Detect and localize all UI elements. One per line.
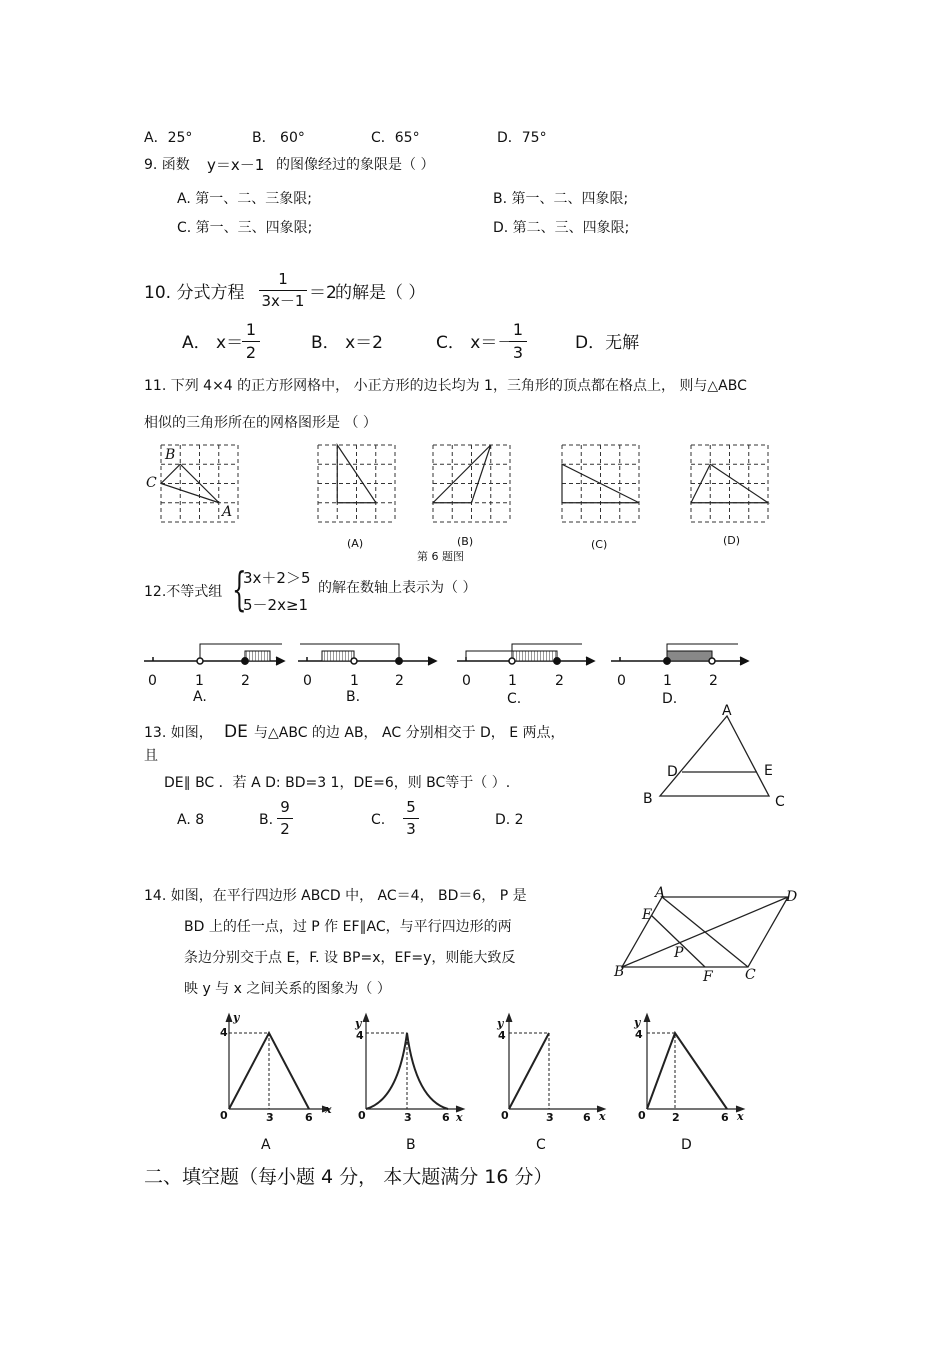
q14-fig-label-c: C (745, 967, 756, 983)
q14-graph-b-caption: B (406, 1137, 416, 1153)
q12-a-tick-1: 1 (195, 673, 204, 689)
q14-graph-c (506, 1014, 605, 1112)
q12-b-tick-2: 2 (395, 673, 404, 689)
q10-fraction-numerator: 1 (259, 272, 307, 291)
q11-caption-b: (B) (457, 535, 474, 548)
q12-c-tick-0: 0 (462, 673, 471, 689)
q14-stem-line1: 14. 如图，在平行四边形 ABCD 中， AC＝4， BD＝6， P 是 (144, 888, 527, 904)
q14-graph-d-ytick: 4 (635, 1028, 643, 1041)
q14-graph-b-ytick: 4 (356, 1029, 364, 1042)
q14-stem-line3: 条边分别交于点 E，F. 设 BP=x，EF=y，则能大致反 (184, 950, 516, 966)
q10-option-c-label: C． x＝－ (436, 333, 515, 353)
q11-caption-c: (C) (591, 538, 608, 551)
q8-option-b: B． 60° (252, 130, 305, 146)
q14-graph-b-xtick-0: 0 (358, 1109, 366, 1122)
q10-option-a-label: A． x＝ (182, 333, 244, 353)
q12-b-label: B. (346, 689, 361, 705)
q14-graph-b-x-label: x (456, 1111, 463, 1124)
q13-stem-line3: DE∥ BC ．若 A D: BD=3 1，DE=6，则 BC等于（ ）. (164, 775, 511, 791)
q11-stem-line1: 11. 下列 4×4 的正方形网格中， 小正方形的边长均为 1，三角形的顶点都在格点上， 则与△ABC (144, 378, 747, 394)
q11-caption-d: (D) (723, 534, 741, 547)
q14-graph-c-x-label: x (599, 1110, 606, 1123)
q13-fig-label-d: D (667, 764, 678, 780)
q14-graph-d-xtick-2: 6 (721, 1111, 729, 1124)
q12-c-tick-1: 1 (508, 673, 517, 689)
q10-option-c-denominator: 3 (512, 343, 524, 362)
q13-fig-label-a: A (722, 703, 732, 719)
q10-equation-rhs: ＝2 (309, 283, 337, 303)
q14-graph-d-x-label: x (737, 1110, 744, 1123)
q9-number: 9. 函数 (144, 157, 190, 173)
q13-option-c-numerator: 5 (403, 800, 419, 819)
section-2-heading: 二、填空题（每小题 4 分， 本大题满分 16 分） (144, 1166, 553, 1188)
q13-stem-c: 与△ABC 的边 AB， AC 分别相交于 D， E 两点， (254, 725, 565, 741)
q14-fig-label-a: A (655, 885, 666, 901)
q9-option-b: B. 第一、二、四象限; (493, 191, 629, 207)
q14-graph-b-xtick-1: 3 (404, 1111, 412, 1124)
q13-option-a: A. 8 (177, 812, 205, 828)
q10-option-d: D．无解 (575, 333, 640, 353)
q10-number: 10. 分式方程 (144, 283, 245, 303)
q13-fig-label-c: C (775, 794, 785, 810)
q14-graph-a-caption: A (261, 1137, 271, 1153)
q13-option-b-denominator: 2 (280, 820, 290, 838)
q8-option-c: C．65° (371, 130, 420, 146)
q11-stem-line2: 相似的三角形所在的网格图形是 （ ） (144, 415, 377, 431)
q14-graph-b (363, 1014, 464, 1112)
q10-fraction-denominator: 3x－1 (261, 292, 305, 310)
q9-option-a: A. 第一、二、三象限; (177, 191, 312, 207)
q12-d-tick-2: 2 (709, 673, 718, 689)
q12-a-label: A. (193, 689, 207, 705)
q11-vertex-c-label: C (146, 475, 157, 491)
q14-graph-c-y-label: y (497, 1017, 504, 1030)
q9-formula: y＝x－1 (207, 156, 265, 174)
q13-option-d: D. 2 (495, 812, 524, 828)
q13-option-b-label: B. (259, 812, 274, 828)
q14-graph-c-ytick: 4 (498, 1029, 506, 1042)
q11-vertex-a-label: A (222, 504, 233, 520)
q14-stem-line2: BD 上的任一点，过 P 作 EF∥AC，与平行四边形的两 (184, 919, 512, 935)
q13-fig-label-b: B (643, 791, 653, 807)
q13-option-b-numerator: 9 (277, 800, 293, 819)
q12-c-label: C. (507, 691, 522, 707)
q14-graph-b-y-label: y (355, 1017, 362, 1030)
q14-graph-c-caption: C (536, 1137, 546, 1153)
q12-inequality-2: 5－2x≥1 (243, 596, 309, 614)
q8-option-a: A．25° (144, 130, 193, 146)
q14-graph-d-xtick-0: 0 (638, 1109, 646, 1122)
q14-graph-a-x-label: x (325, 1103, 332, 1116)
q14-graph-c-xtick-2: 6 (583, 1111, 591, 1124)
q14-graph-b-xtick-2: 6 (442, 1111, 450, 1124)
q13-fig-label-e: E (764, 763, 773, 779)
q14-graph-a-xtick-2: 6 (305, 1111, 313, 1124)
q9-option-c: C. 第一、三、四象限; (177, 220, 313, 236)
q14-graph-c-xtick-0: 0 (501, 1109, 509, 1122)
q14-graph-a-xtick-1: 3 (266, 1111, 274, 1124)
q12-brace: { (232, 562, 247, 616)
q12-b-tick-1: 1 (350, 673, 359, 689)
q14-fig-label-b: B (614, 964, 625, 980)
q9-option-d: D. 第二、三、四象限; (493, 220, 630, 236)
q11-vertex-b-label: B (165, 447, 176, 463)
q12-number: 12.不等式组 (144, 584, 223, 600)
q14-graph-a-y-label: y (233, 1011, 240, 1024)
q14-graph-d-xtick-1: 2 (672, 1111, 680, 1124)
q14-graph-a-ytick: 4 (220, 1026, 228, 1039)
q13-option-c-denominator: 3 (406, 820, 416, 838)
q14-fig-label-d: D (786, 889, 798, 905)
q12-a-tick-2: 2 (241, 673, 250, 689)
q14-fig-label-f: F (703, 969, 713, 985)
q12-c-tick-2: 2 (555, 673, 564, 689)
q13-stem-line2: 且 (144, 748, 158, 764)
q12-d-tick-0: 0 (617, 673, 626, 689)
q14-graph-d (644, 1014, 744, 1112)
q11-figure-caption: 第 6 题图 (417, 550, 464, 563)
q14-graph-a (226, 1011, 330, 1112)
q12-inequality-1: 3x＋2＞5 (243, 569, 311, 587)
q14-graph-a-xtick-0: 0 (220, 1109, 228, 1122)
q14-fig-label-e: E (642, 907, 653, 923)
q9-stem: 的图像经过的象限是（ ） (276, 157, 435, 173)
q12-a-tick-0: 0 (148, 673, 157, 689)
q14-fig-label-p: P (674, 945, 684, 961)
q10-option-c-numerator: 1 (509, 322, 527, 342)
q10-stem: 的解是（ ） (335, 283, 426, 303)
q14-graph-c-xtick-1: 3 (546, 1111, 554, 1124)
q10-option-a-denominator: 2 (245, 343, 257, 362)
q12-b-tick-0: 0 (303, 673, 312, 689)
q12-stem: 的解在数轴上表示为（ ） (318, 580, 477, 596)
q8-option-d: D．75° (497, 130, 547, 146)
q12-d-tick-1: 1 (663, 673, 672, 689)
q10-option-b: B． x＝2 (311, 333, 383, 353)
q14-graph-d-y-label: y (634, 1016, 641, 1029)
q14-stem-line4: 映 y 与 x 之间关系的图象为（ ） (184, 981, 391, 997)
q11-caption-a: (A) (347, 537, 364, 550)
q14-graph-d-caption: D (681, 1137, 692, 1153)
q13-stem-a: 13. 如图， (144, 725, 213, 741)
q12-d-label: D. (662, 691, 678, 707)
q13-option-c-label: C. (371, 812, 386, 828)
q10-option-a-numerator: 1 (242, 322, 260, 342)
q13-stem-de: DE (224, 722, 248, 742)
